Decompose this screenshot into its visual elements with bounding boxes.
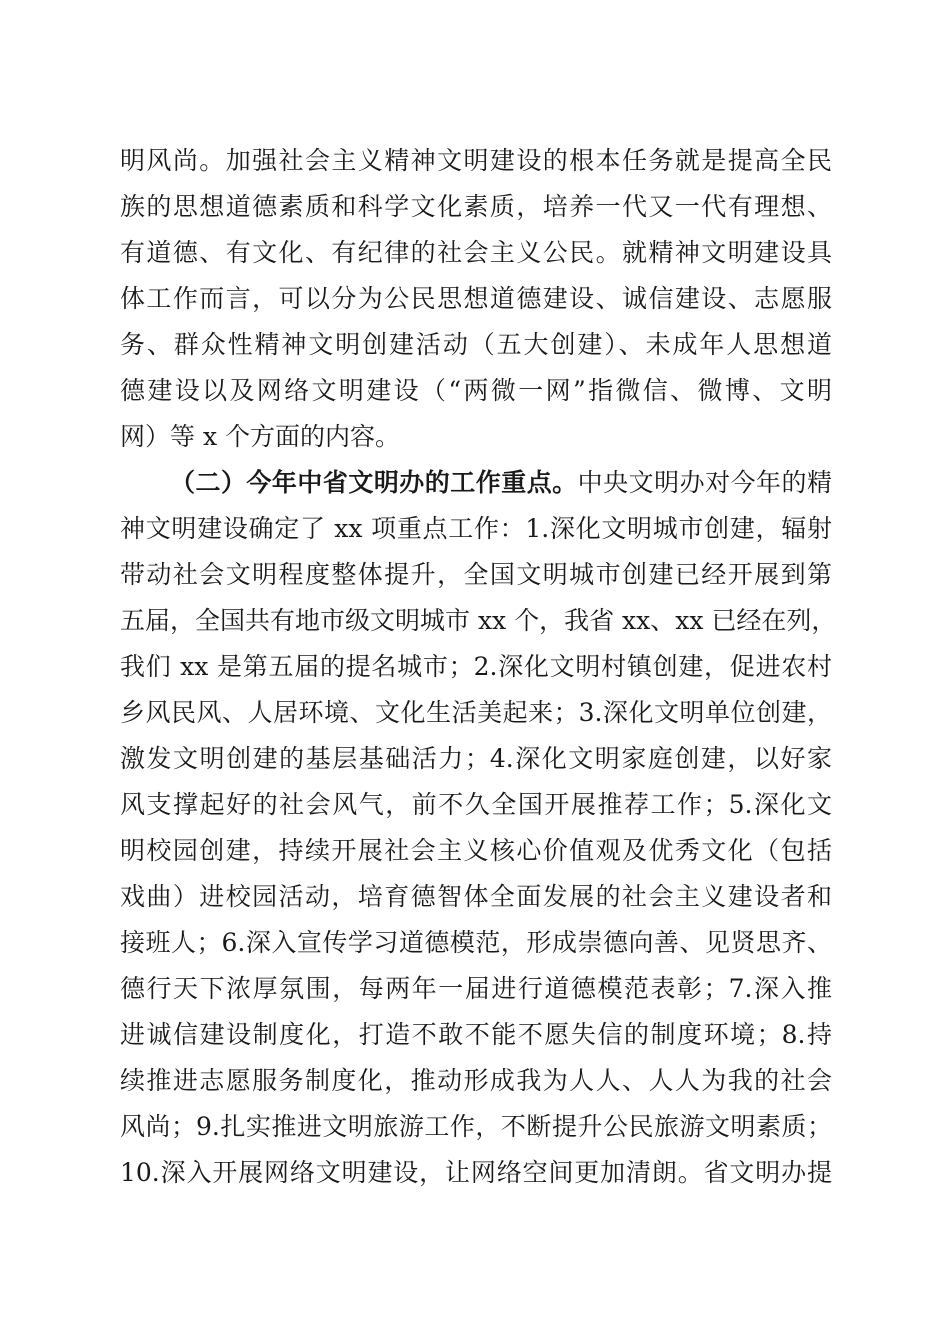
text-line: 带动社会文明程度整体提升，全国文明城市创建已经开展到第	[120, 560, 832, 589]
text-line: 续推进志愿服务制度化，推动形成我为人人、人人为我的社会	[120, 1066, 832, 1095]
text-line: 我们 xx 是第五届的提名城市；2.深化文明村镇创建，促进农村	[120, 652, 832, 681]
paragraph-2	[120, 460, 837, 1196]
text-line: 五届，全国共有地市级文明城市 xx 个，我省 xx、xx 已经在列，	[120, 606, 837, 635]
text-line-rest: 中央文明办对今年的精	[577, 468, 832, 497]
text-line: 德建设以及网络文明建设（“两微一网”指微信、微博、文明	[120, 376, 832, 405]
text-line	[120, 460, 832, 506]
text-line: 网）等 x 个方面的内容。	[120, 422, 400, 451]
text-line: 风尚；9.扎实推进文明旅游工作，不断提升公民旅游文明素质；	[120, 1112, 832, 1141]
text-line: 族的思想道德素质和科学文化素质，培养一代又一代有理想、	[120, 192, 832, 221]
text-line: 体工作而言，可以分为公民思想道德建设、诚信建设、志愿服	[120, 284, 832, 313]
text-line: 进诚信建设制度化，打造不敢不能不愿失信的制度环境；8.持	[120, 1020, 832, 1049]
text-line: 有道德、有文化、有纪律的社会主义公民。就精神文明建设具	[120, 238, 832, 267]
text-line: 神文明建设确定了 xx 项重点工作：1.深化文明城市创建，辐射	[120, 514, 832, 543]
text-line: 务、群众性精神文明创建活动（五大创建）、未成年人思想道	[120, 330, 832, 359]
text-line: 乡风民风、人居环境、文化生活美起来；3.深化文明单位创建，	[120, 698, 832, 727]
text-line: 接班人；6.深入宣传学习道德模范，形成崇德向善、见贤思齐、	[120, 928, 832, 957]
text-line: 10.深入开展网络文明建设，让网络空间更加清朗。省文明办提	[120, 1158, 832, 1187]
text-line: 明校园创建，持续开展社会主义核心价值观及优秀文化（包括	[120, 836, 832, 865]
body-text	[120, 138, 837, 1196]
text-line: 戏曲）进校园活动，培育德智体全面发展的社会主义建设者和	[120, 882, 832, 911]
text-line: 明风尚。加强社会主义精神文明建设的根本任务就是提高全民	[120, 146, 832, 175]
paragraph-1	[120, 138, 832, 460]
text-line: 德行天下浓厚氛围，每两年一届进行道德模范表彰；7.深入推	[120, 974, 832, 1003]
text-line: 激发文明创建的基层基础活力；4.深化文明家庭创建，以好家	[120, 744, 832, 773]
text-line: 风支撑起好的社会风气，前不久全国开展推荐工作；5.深化文	[120, 790, 832, 819]
section-heading: （二）今年中省文明办的工作重点。	[170, 468, 578, 497]
